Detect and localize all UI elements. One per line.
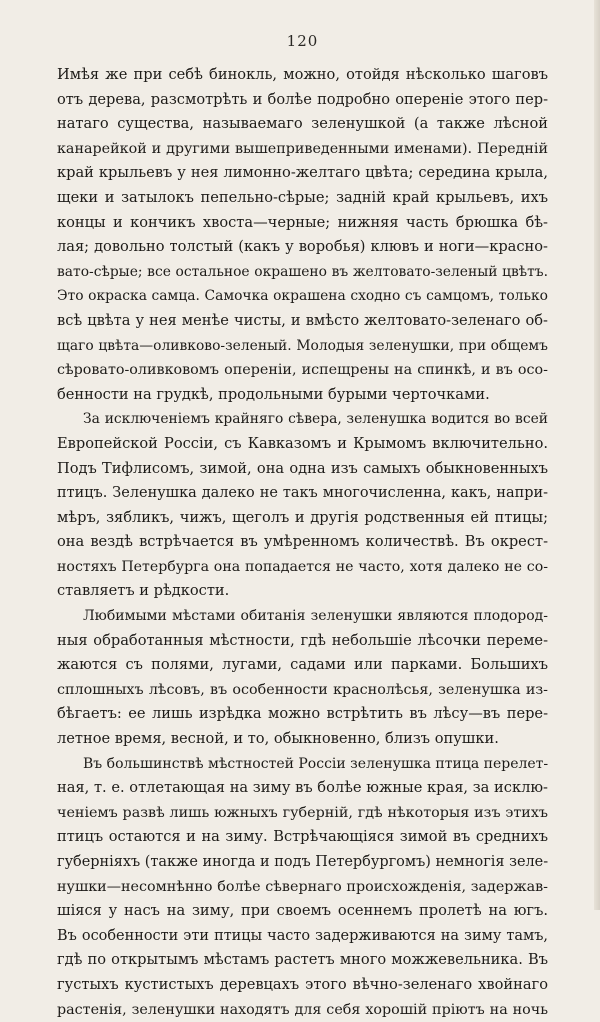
text-line: жаются съ полями, лугами, садами или парками. Большихъ (57, 656, 548, 674)
text-line: бенности на грудкѣ, продольными бурыми черточками. (57, 385, 490, 403)
paragraph-1 (57, 63, 548, 407)
text-line: мѣръ, зябликъ, чижъ, щеголъ и другія родственныя ей птицы; (57, 508, 548, 526)
text-line: нушки—несомнѣнно болѣе сѣвернаго происхожденія, задержав- (57, 878, 548, 895)
text-line: ставляетъ и рѣдкости. (57, 582, 230, 600)
paragraph-4 (57, 752, 548, 1022)
text-line: губерніяхъ (также иногда и подъ Петербургомъ) немногія зеле- (57, 854, 549, 870)
text-line: она вездѣ встрѣчается въ умѣренномъ количествѣ. Въ окрест- (57, 533, 548, 551)
text-line: шіяся у насъ на зиму, при своемъ осеннемъ пролетѣ на югъ. (57, 902, 548, 920)
text-line: концы и кончикъ хвоста—черные; нижняя часть брюшка бѣ- (57, 213, 548, 231)
text-line: Въ большинствѣ мѣстностей Россіи зеленушка птица перелет- (83, 755, 549, 772)
text-line: За исключеніемъ крайняго сѣвера, зеленушка водится во всей (83, 411, 548, 428)
text-line: птицъ остаются и на зиму. Встрѣчающіяся зимой въ среднихъ (57, 828, 548, 846)
text-line: летное время, весной, и то, обыкновенно, близъ опушки. (57, 730, 499, 748)
text-line: гдѣ по открытымъ мѣстамъ растетъ много можжевельника. Въ (57, 951, 548, 969)
text-line: край крыльевъ у нея лимонно-желтаго цвѣта; середина крыла, (57, 164, 548, 182)
paragraph-2 (57, 407, 548, 604)
text-line: бѣгаетъ: ее лишь изрѣдка можно встрѣтить въ лѣсу—въ пере- (57, 705, 548, 723)
text-line: щаго цвѣта—оливково-зеленый. Молодыя зеленушки, при общемъ (57, 337, 548, 354)
text-line: ностяхъ Петербурга она попадается не часто, хотя далеко не со- (57, 558, 548, 575)
text-line: Европейской Россіи, съ Кавказомъ и Крымомъ включительно. (57, 434, 548, 452)
text-line: ная, т. е. отлетающая на зиму въ болѣе южные края, за исклю- (57, 779, 548, 797)
text-line: растенія, зеленушки находятъ для себя хорошій пріютъ на ночь (57, 1001, 548, 1018)
text-line: натаго существа, называемаго зеленушкой (а также лѣсной (57, 115, 548, 133)
text-line: густыхъ кустистыхъ деревцахъ этого вѣчно-зеленаго хвойнаго (57, 975, 548, 993)
text-line: сѣровато-оливковомъ опереніи, испещрены на спинкѣ, и въ осо- (57, 362, 548, 379)
text-line: всѣ цвѣта у нея менѣе чисты, и вмѣсто желтовато-зеленаго об- (57, 311, 548, 329)
text-line: Имѣя же при себѣ бинокль, можно, отойдя нѣсколько шаговъ (57, 66, 548, 83)
text-line: птицъ. Зеленушка далеко не такъ многочисленна, какъ, напри- (57, 485, 548, 502)
text-line: Подъ Тифлисомъ, зимой, она одна изъ самыхъ обыкновенныхъ (57, 459, 548, 477)
text-line: отъ дерева, разсмотрѣть и болѣе подробно опереніе этого пер- (57, 90, 548, 108)
text-line: канарейкой и другими вышеприведенными именами). Передній (57, 140, 548, 157)
text-line: сплошныхъ лѣсовъ, въ особенности краснолѣсья, зеленушка из- (57, 681, 548, 698)
text-line: ныя обработанныя мѣстности, гдѣ небольшіе лѣсочки переме- (57, 631, 548, 649)
text-line: ченіемъ развѣ лишь южныхъ губерній, гдѣ нѣкоторыя изъ этихъ (57, 804, 548, 821)
text-line: Любимыми мѣстами обитанія зеленушки являются плодород- (83, 608, 548, 625)
text-line: щеки и затылокъ пепельно-сѣрые; задній край крыльевъ, ихъ (57, 188, 548, 206)
text-line: лая; довольно толстый (какъ у воробья) клювъ и ноги—красно- (57, 238, 548, 256)
text-line: Это окраска самца. Самочка окрашена сходно съ самцомъ, только (57, 288, 548, 305)
page-number: 120 (286, 32, 319, 50)
text-line: вато-сѣрые; все остальное окрашено въ желтовато-зеленый цвѣтъ. (57, 263, 548, 280)
text-line: Въ особенности эти птицы часто задерживаются на зиму тамъ, (57, 927, 548, 944)
paragraph-3 (57, 604, 548, 752)
